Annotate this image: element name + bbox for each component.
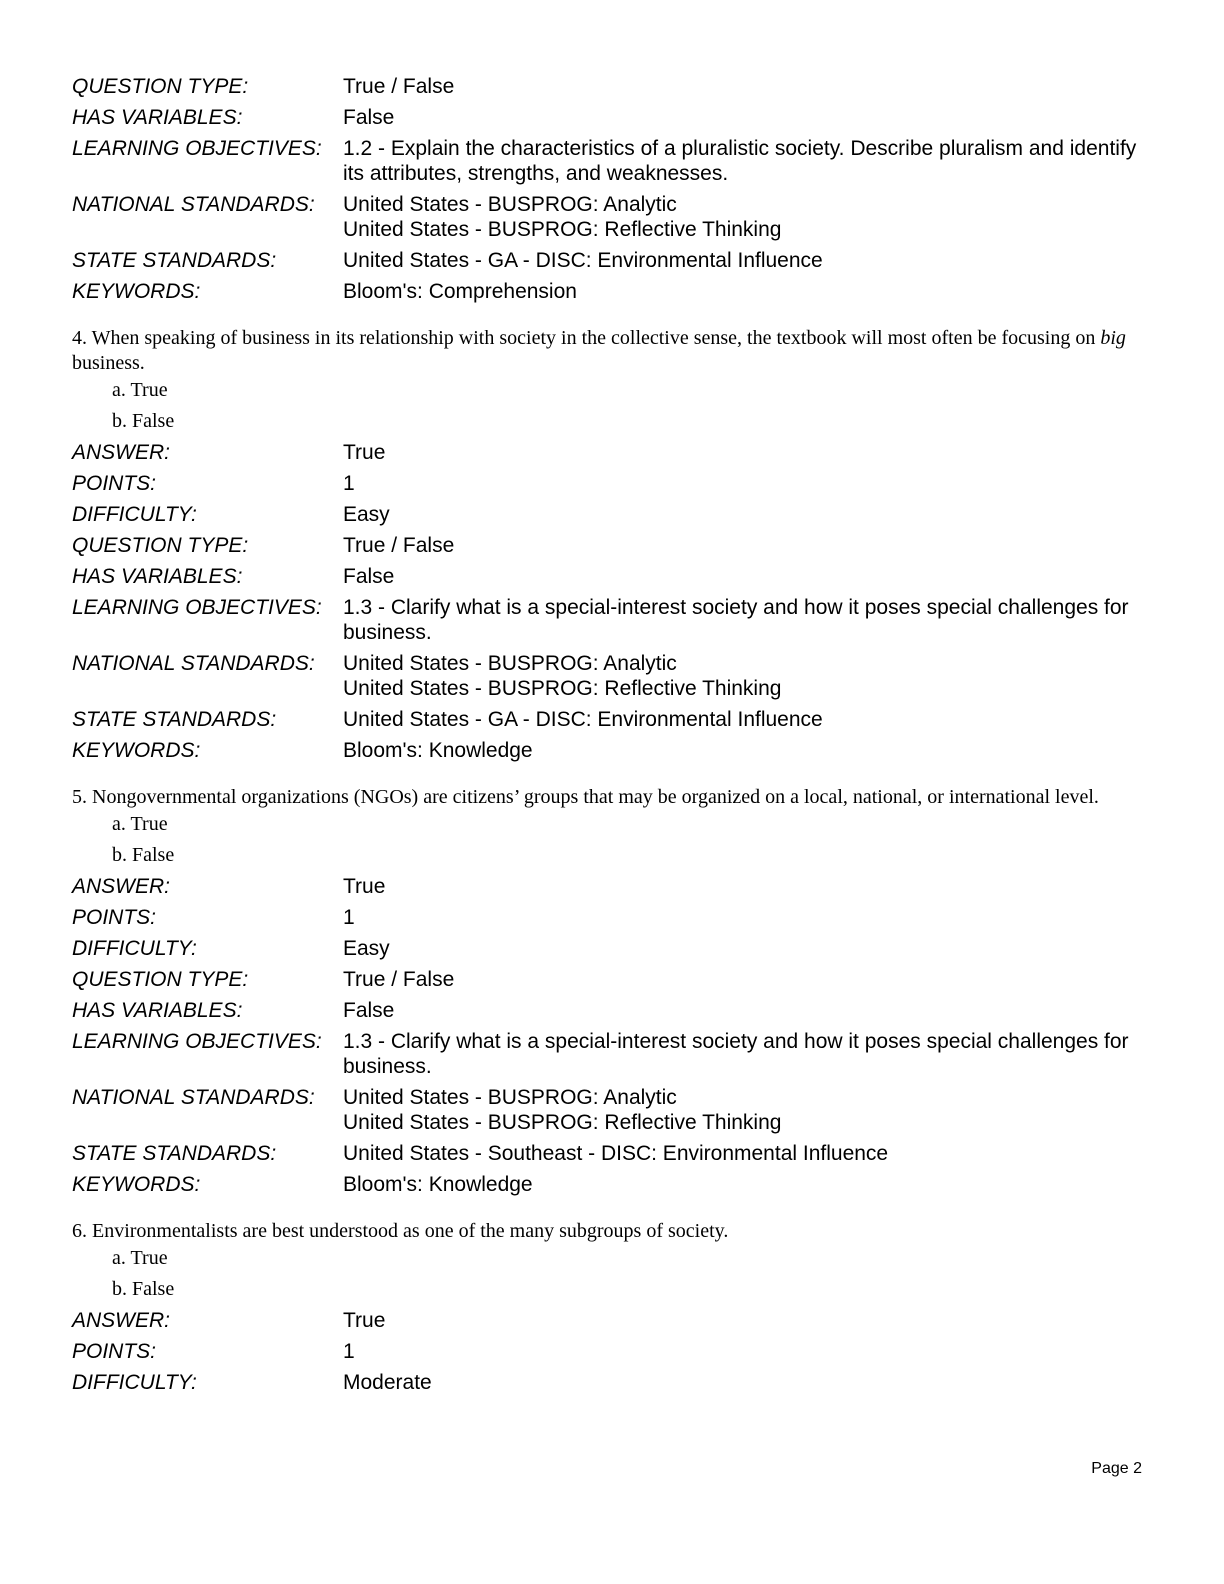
meta-value <box>343 905 1152 930</box>
meta-value <box>343 998 1152 1023</box>
meta-row-has-variables <box>72 105 1152 130</box>
meta-value <box>343 471 1152 496</box>
meta-value-line: Bloom's: Knowledge <box>343 1173 533 1196</box>
meta-value-line: True <box>343 1309 386 1332</box>
meta-label: KEYWORDS: <box>72 739 201 762</box>
question-metadata <box>72 440 1152 763</box>
meta-label: QUESTION TYPE: <box>72 534 249 557</box>
meta-value-line: United States - GA - DISC: Environmental Influence <box>343 249 823 272</box>
meta-label: HAS VARIABLES: <box>72 999 243 1022</box>
meta-value-line: 1 <box>343 906 355 929</box>
meta-value <box>343 1308 1152 1333</box>
meta-label: KEYWORDS: <box>72 1173 201 1196</box>
meta-row-state-standards <box>72 1141 1152 1166</box>
meta-label: LEARNING OBJECTIVES: <box>72 596 322 619</box>
meta-value-line: Moderate <box>343 1371 432 1394</box>
meta-value <box>343 533 1152 558</box>
meta-row-difficulty <box>72 502 1152 527</box>
meta-value-line: United States - BUSPROG: Analytic <box>343 652 677 675</box>
meta-value-line: True <box>343 875 386 898</box>
meta-row-question-type <box>72 533 1152 558</box>
answer-option: a. True <box>112 1247 168 1269</box>
meta-value <box>343 967 1152 992</box>
meta-label: DIFFICULTY: <box>72 503 197 526</box>
meta-row-difficulty <box>72 936 1152 961</box>
meta-label: QUESTION TYPE: <box>72 968 249 991</box>
question-list <box>72 326 1152 1395</box>
meta-label: STATE STANDARDS: <box>72 1142 277 1165</box>
meta-value <box>343 279 1152 304</box>
meta-value <box>343 1370 1152 1395</box>
question-text-part: business. <box>72 352 145 374</box>
meta-value-line: Easy <box>343 503 390 526</box>
meta-label: POINTS: <box>72 1340 157 1363</box>
meta-label: STATE STANDARDS: <box>72 708 277 731</box>
meta-label: NATIONAL STANDARDS: <box>72 1086 315 1109</box>
page-number: Page 2 <box>1091 1460 1142 1477</box>
meta-label: QUESTION TYPE: <box>72 75 249 98</box>
meta-value-line: 1.2 - Explain the characteristics of a pluralistic society. Describe pluralism and identify its attributes, strengths, and weaknesses. <box>343 137 1137 185</box>
meta-value-line: United States - BUSPROG: Reflective Thinking <box>343 218 782 241</box>
meta-value-line: True / False <box>343 968 455 991</box>
meta-row-state-standards <box>72 707 1152 732</box>
question-metadata <box>72 874 1152 1197</box>
answer-option: b. False <box>112 1278 175 1300</box>
meta-value-line: True / False <box>343 534 455 557</box>
meta-value <box>343 1029 1152 1079</box>
question-text-part: 5. Nongovernmental organizations (NGOs) are citizens’ groups that may be organized on a local, national, or international level. <box>72 786 1099 808</box>
meta-value <box>343 874 1152 899</box>
meta-value-line: Easy <box>343 937 390 960</box>
meta-value-line: 1 <box>343 1340 355 1363</box>
meta-label: NATIONAL STANDARDS: <box>72 193 315 216</box>
meta-label: ANSWER: <box>72 1309 171 1332</box>
meta-value <box>343 74 1152 99</box>
meta-value-line: Bloom's: Knowledge <box>343 739 533 762</box>
question-block <box>72 1219 1152 1395</box>
meta-value <box>343 105 1152 130</box>
meta-row-answer <box>72 874 1152 899</box>
meta-value <box>343 440 1152 465</box>
meta-value-line: False <box>343 106 395 129</box>
meta-value <box>343 595 1152 645</box>
meta-row-answer <box>72 440 1152 465</box>
question-metadata <box>72 1308 1152 1395</box>
meta-row-has-variables <box>72 998 1152 1023</box>
meta-value <box>343 1141 1152 1166</box>
meta-row-answer <box>72 1308 1152 1333</box>
meta-value <box>343 248 1152 273</box>
meta-row-points <box>72 1339 1152 1364</box>
meta-value <box>343 707 1152 732</box>
meta-row-national-standards <box>72 1085 1152 1135</box>
meta-row-points <box>72 471 1152 496</box>
meta-value-line: Bloom's: Comprehension <box>343 280 577 303</box>
meta-value <box>343 936 1152 961</box>
meta-row-keywords <box>72 279 1152 304</box>
answer-option: a. True <box>112 813 168 835</box>
meta-value-line: United States - GA - DISC: Environmental Influence <box>343 708 823 731</box>
metadata-block <box>72 74 1152 304</box>
meta-value-line: False <box>343 565 395 588</box>
meta-label: POINTS: <box>72 472 157 495</box>
question-text <box>72 326 1152 376</box>
meta-value <box>343 1339 1152 1364</box>
meta-value-line: United States - Southeast - DISC: Environmental Influence <box>343 1142 889 1165</box>
meta-value <box>343 136 1152 186</box>
meta-value-line: 1 <box>343 472 355 495</box>
meta-value-line: United States - BUSPROG: Reflective Thinking <box>343 677 782 700</box>
meta-value <box>343 738 1152 763</box>
question-emphasis: big <box>1100 327 1126 349</box>
meta-label: HAS VARIABLES: <box>72 565 243 588</box>
meta-label: DIFFICULTY: <box>72 937 197 960</box>
meta-row-question-type <box>72 967 1152 992</box>
meta-row-state-standards <box>72 248 1152 273</box>
meta-label: HAS VARIABLES: <box>72 106 243 129</box>
meta-row-national-standards <box>72 192 1152 242</box>
meta-row-keywords <box>72 738 1152 763</box>
meta-value <box>343 502 1152 527</box>
meta-label: KEYWORDS: <box>72 280 201 303</box>
meta-value-line: United States - BUSPROG: Analytic <box>343 1086 677 1109</box>
question-text-part: 4. When speaking of business in its relationship with society in the collective sense, the textbook will most often be focusing on <box>72 327 1101 349</box>
meta-row-keywords <box>72 1172 1152 1197</box>
meta-row-learning-objectives <box>72 595 1152 645</box>
question-block <box>72 785 1152 1197</box>
meta-label: ANSWER: <box>72 441 171 464</box>
meta-label: ANSWER: <box>72 875 171 898</box>
meta-value-line: United States - BUSPROG: Analytic <box>343 193 677 216</box>
document-page <box>72 74 1152 1401</box>
meta-label: STATE STANDARDS: <box>72 249 277 272</box>
question-text-part: 6. Environmentalists are best understood as one of the many subgroups of society. <box>72 1220 729 1242</box>
answer-option: b. False <box>112 410 175 432</box>
answer-option: b. False <box>112 844 175 866</box>
meta-row-question-type <box>72 74 1152 99</box>
meta-row-points <box>72 905 1152 930</box>
meta-value-line: 1.3 - Clarify what is a special-interest society and how it poses special challenges for business. <box>343 1030 1129 1078</box>
meta-value-line: 1.3 - Clarify what is a special-interest society and how it poses special challenges for business. <box>343 596 1129 644</box>
meta-row-national-standards <box>72 651 1152 701</box>
meta-value-line: False <box>343 999 395 1022</box>
meta-value <box>343 1085 1152 1135</box>
meta-value <box>343 1172 1152 1197</box>
meta-row-learning-objectives <box>72 136 1152 186</box>
answer-option: a. True <box>112 379 168 401</box>
meta-value-line: United States - BUSPROG: Reflective Thinking <box>343 1111 782 1134</box>
question-block <box>72 326 1152 763</box>
meta-value <box>343 192 1152 242</box>
meta-value <box>343 564 1152 589</box>
meta-row-difficulty <box>72 1370 1152 1395</box>
meta-row-has-variables <box>72 564 1152 589</box>
meta-label: LEARNING OBJECTIVES: <box>72 137 322 160</box>
question-text <box>72 1219 1152 1244</box>
meta-value-line: True <box>343 441 386 464</box>
meta-label: DIFFICULTY: <box>72 1371 197 1394</box>
meta-value <box>343 651 1152 701</box>
meta-label: NATIONAL STANDARDS: <box>72 652 315 675</box>
meta-row-learning-objectives <box>72 1029 1152 1079</box>
meta-value-line: True / False <box>343 75 455 98</box>
question-text <box>72 785 1152 810</box>
meta-label: POINTS: <box>72 906 157 929</box>
meta-label: LEARNING OBJECTIVES: <box>72 1030 322 1053</box>
